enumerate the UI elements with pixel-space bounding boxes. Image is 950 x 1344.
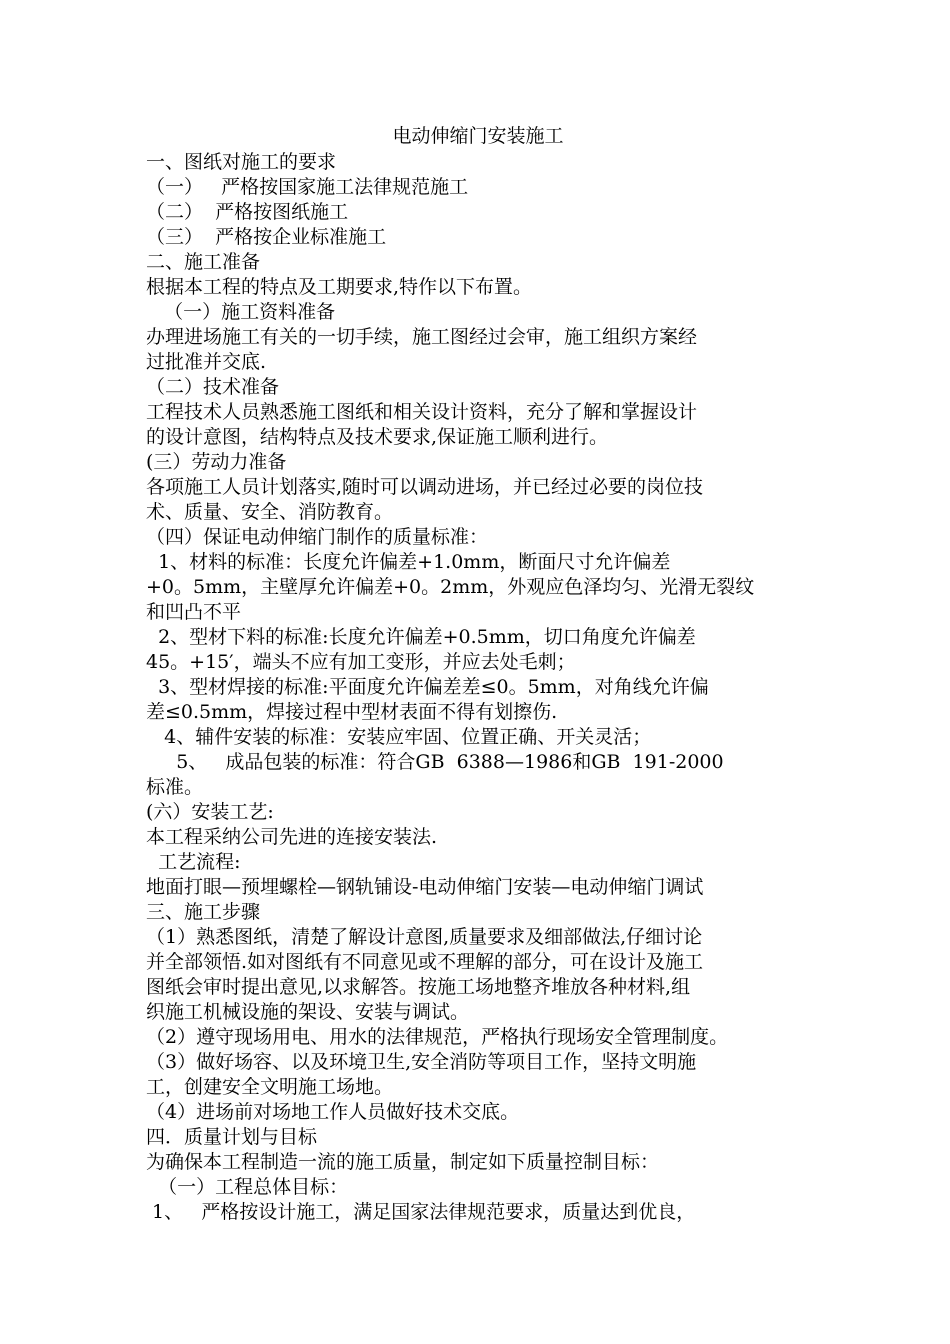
text-line: 过批准并交底. [146,351,267,373]
text-line: 工艺流程: [146,851,241,873]
text-line: 和凹凸不平 [146,601,242,623]
text-line: 并全部领悟.如对图纸有不同意见或不理解的部分，可在设计及施工 [146,951,704,973]
text-line: 办理进场施工有关的一切手续，施工图经过会审，施工组织方案经 [146,326,698,348]
text-line: 二、施工准备 [146,251,261,273]
text-line: (六）安装工艺: [146,801,274,823]
text-line: 4、辅件安装的标准：安装应牢固、位置正确、开关灵活； [146,726,652,748]
text-line: 工程技术人员熟悉施工图纸和相关设计资料，充分了解和掌握设计 [146,401,698,423]
text-line: 四．质量计划与目标 [146,1126,318,1148]
text-line: +0。5mm，主壁厚允许偏差+0。2mm，外观应色泽均匀、光滑无裂纹 [146,576,755,598]
text-line: 图纸会审时提出意见,以求解答。按施工场地整齐堆放各种材料,组 [146,976,691,998]
text-line: 1、材料的标准：长度允许偏差+1.0mm，断面尺寸允许偏差 [146,551,671,573]
text-line: 3、型材焊接的标准:平面度允许偏差差≤0。5mm，对角线允许偏 [146,676,709,698]
text-line: 45。+15′，端头不应有加工变形，并应去处毛刺； [146,651,576,673]
text-line: (三）劳动力准备 [146,451,287,473]
text-line: 地面打眼—预埋螺栓—钢轨铺设-电动伸缩门安装—电动伸缩门调试 [146,876,704,898]
text-line: （一） 严格按国家施工法律规范施工 [146,176,469,198]
text-line: 各项施工人员计划落实,随时可以调动进场，并已经过必要的岗位技 [146,476,704,498]
text-line: 三、施工步骤 [146,901,261,923]
text-line: 本工程采纳公司先进的连接安装法. [146,826,438,848]
text-line: 1、 严格按设计施工，满足国家法律规范要求，质量达到优良， [146,1201,696,1223]
document-body [146,150,810,1225]
text-line: 根据本工程的特点及工期要求,特作以下布置。 [146,276,533,298]
document-page [146,122,810,1225]
text-line: （二） 严格按图纸施工 [146,201,349,223]
text-line: 一、图纸对施工的要求 [146,151,337,173]
text-line: （三） 严格按企业标准施工 [146,226,387,248]
text-line: （一）施工资料准备 [146,301,336,323]
text-line: （1）熟悉图纸，清楚了解设计意图,质量要求及细部做法,仔细讨论 [146,926,703,948]
text-line: 的设计意图，结构特点及技术要求,保证施工顺利进行。 [146,426,609,448]
text-line: 为确保本工程制造一流的施工质量，制定如下质量控制目标： [146,1151,660,1173]
text-line: （一）工程总体目标： [146,1176,349,1198]
text-line: 2、型材下料的标准:长度允许偏差+0.5mm，切口角度允许偏差 [146,626,696,648]
text-line: （二）技术准备 [146,376,280,398]
text-line: 织施工机械设施的架设、安装与调试。 [146,1001,470,1023]
text-line: （4）进场前对场地工作人员做好技术交底。 [146,1101,520,1123]
text-line: （3）做好场容、以及环境卫生,安全消防等项目工作，坚持文明施 [146,1051,697,1073]
text-line: 5、 成品包装的标准：符合GB 6388—1986和GB 191-2000 [146,751,724,773]
text-line: 术、质量、安全、消防教育。 [146,501,394,523]
text-line: 差≤0.5mm，焊接过程中型材表面不得有划擦伤. [146,701,558,723]
text-line: （四）保证电动伸缩门制作的质量标准： [146,526,489,548]
text-line: 标准。 [146,776,204,798]
text-line: 工，创建安全文明施工场地。 [146,1076,394,1098]
text-line: （2）遵守现场用电、用水的法律规范，严格执行现场安全管理制度。 [146,1026,729,1048]
document-title: 电动伸缩门安装施工 [392,125,564,147]
